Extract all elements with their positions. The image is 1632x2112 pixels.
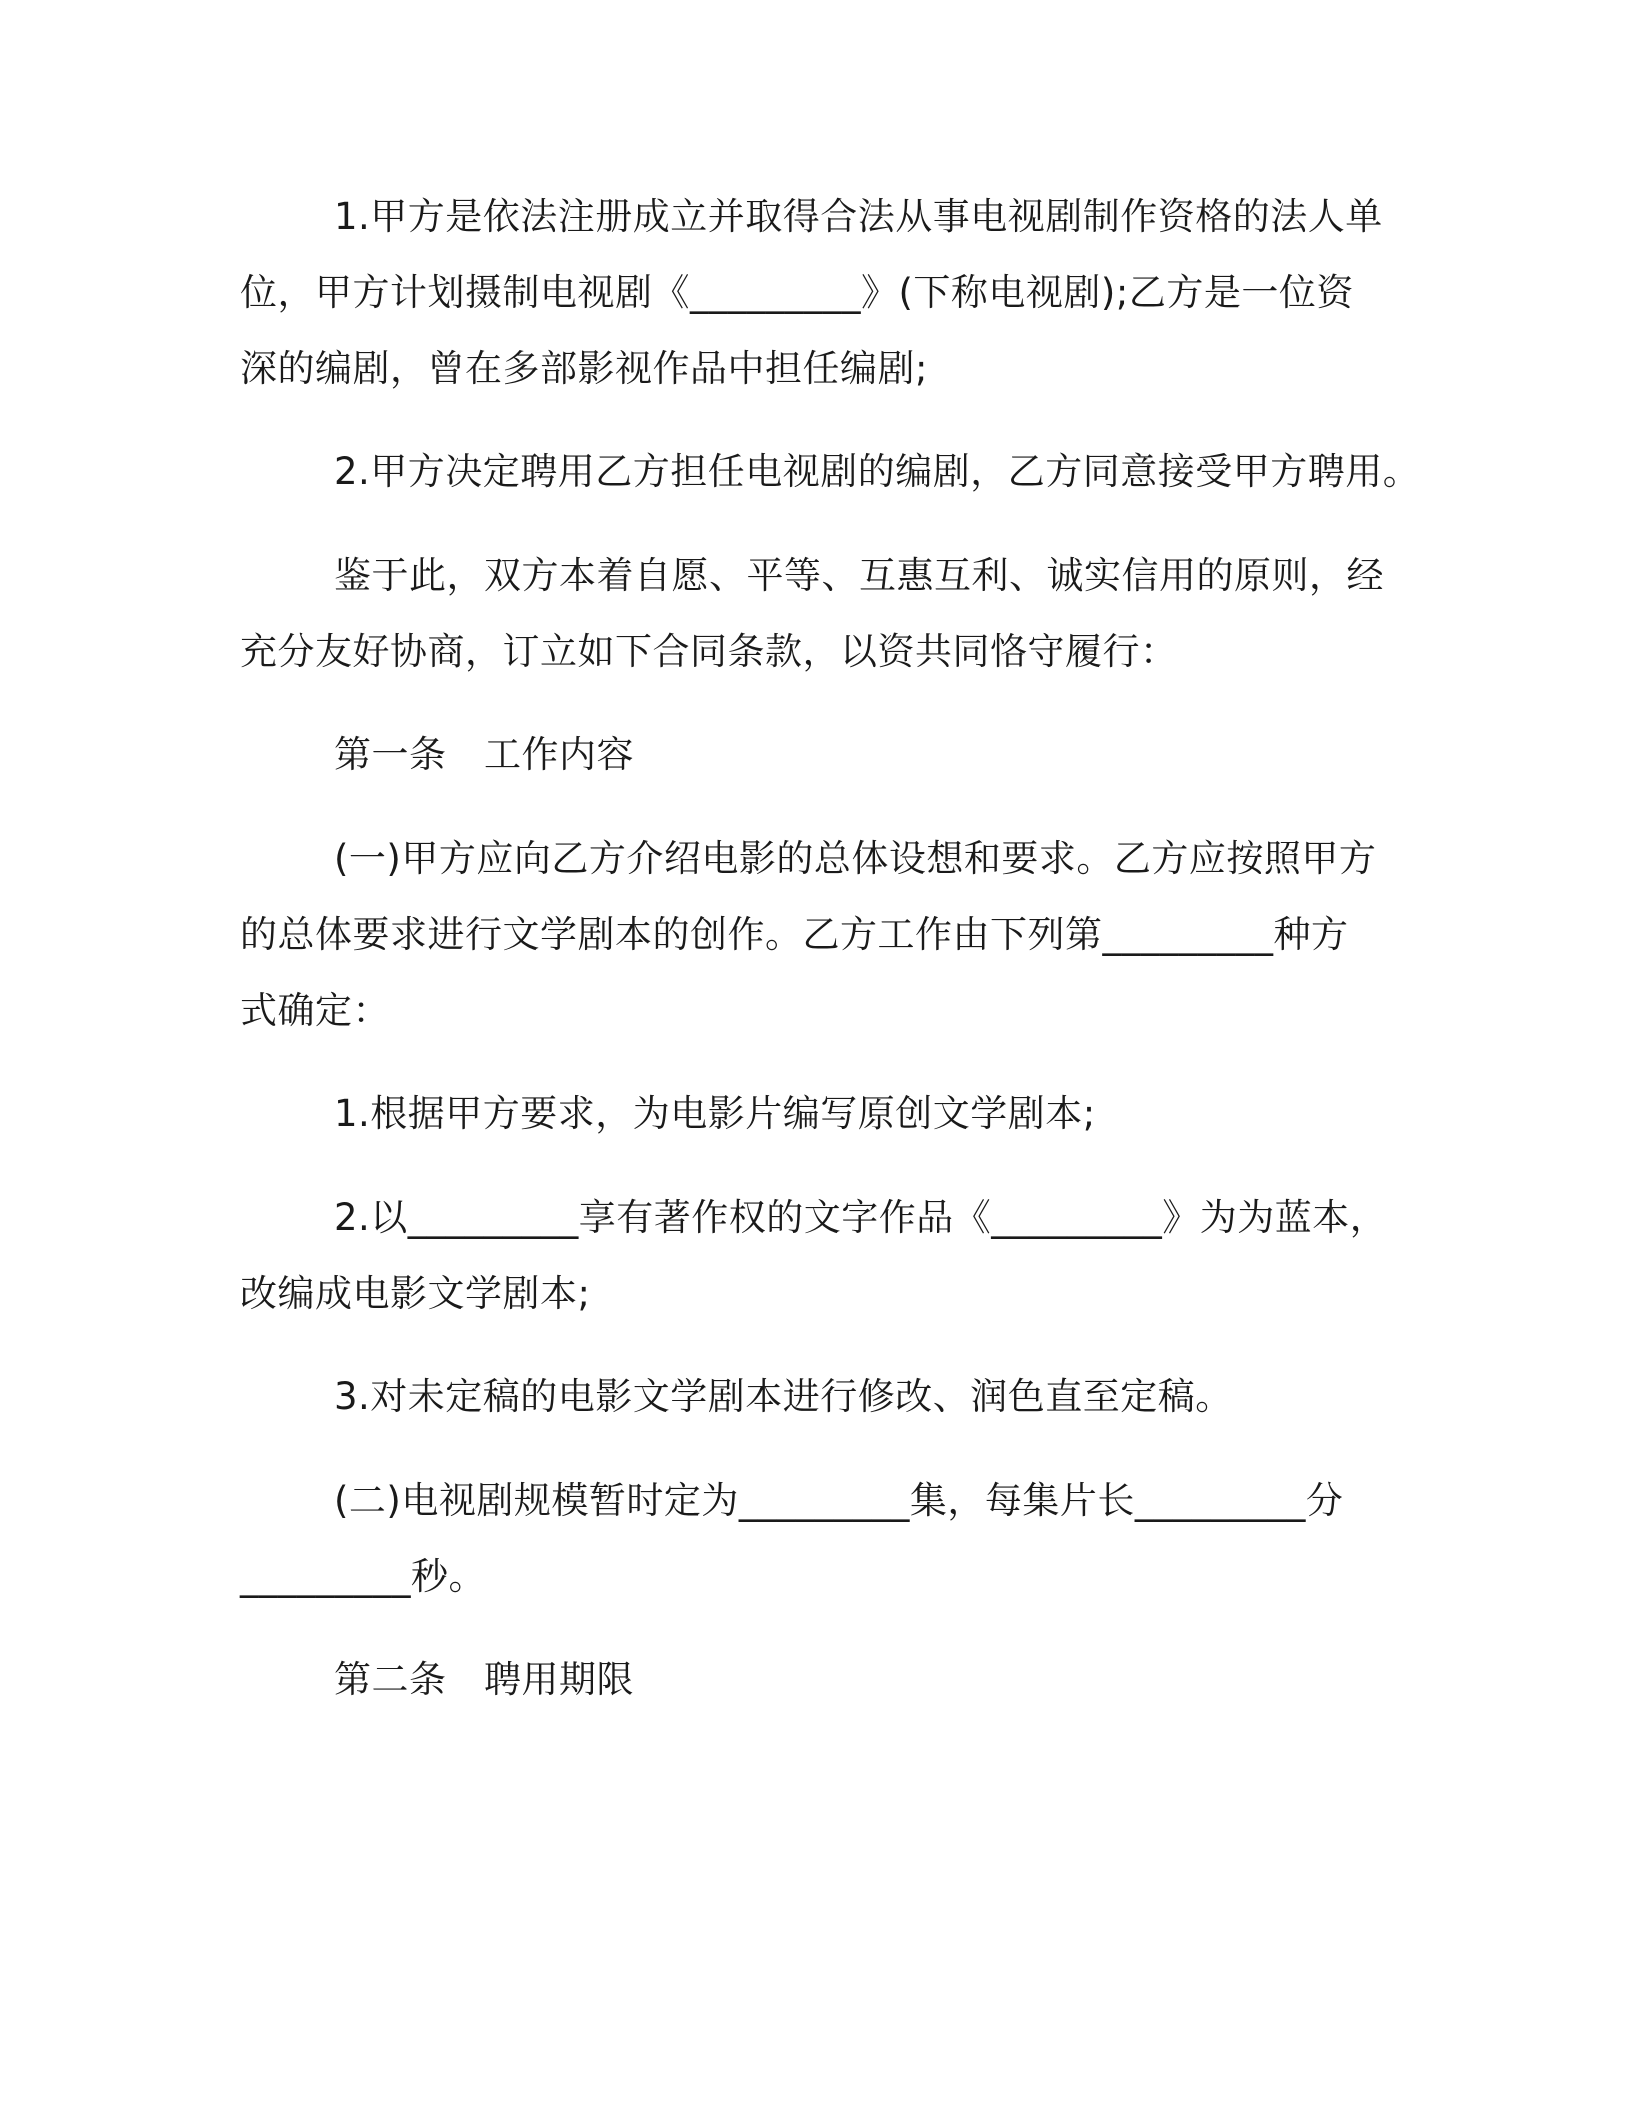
section-2-line-2: _________秒。 (240, 1555, 486, 1598)
method-3-line: 3.对未定稿的电影文学剧本进行修改、润色直至定稿。 (334, 1375, 1233, 1418)
preamble-line-1: 鉴于此，双方本着自愿、平等、互惠互利、诚实信用的原则，经 (334, 554, 1384, 597)
method-2-line-2: 改编成电影文学剧本; (240, 1272, 591, 1315)
clause-1-line-2: 位，甲方计划摄制电视剧《_________》(下称电视剧);乙方是一位资 (240, 271, 1354, 314)
preamble-line-2: 充分友好协商，订立如下合同条款，以资共同恪守履行： (240, 630, 1178, 673)
clause-2-line: 2.甲方决定聘用乙方担任电视剧的编剧，乙方同意接受甲方聘用。 (334, 450, 1421, 493)
article-1-heading: 第一条 工作内容 (334, 733, 634, 776)
section-2-line-1: (二)电视剧规模暂时定为_________集，每集片长_________分 (334, 1479, 1344, 1522)
section-1-line-1: (一)甲方应向乙方介绍电影的总体设想和要求。乙方应按照甲方 (334, 837, 1377, 880)
clause-1-line-1: 1.甲方是依法注册成立并取得合法从事电视剧制作资格的法人单 (334, 195, 1383, 238)
method-1-line: 1.根据甲方要求，为电影片编写原创文学剧本; (334, 1092, 1096, 1135)
method-2-line-1: 2.以_________享有著作权的文字作品《_________》为为蓝本， (334, 1196, 1388, 1239)
article-2-heading: 第二条 聘用期限 (334, 1658, 634, 1701)
section-1-line-3: 式确定： (240, 989, 390, 1032)
section-1-line-2: 的总体要求进行文学剧本的创作。乙方工作由下列第_________种方 (240, 913, 1349, 956)
clause-1-line-3: 深的编剧，曾在多部影视作品中担任编剧; (240, 347, 928, 390)
